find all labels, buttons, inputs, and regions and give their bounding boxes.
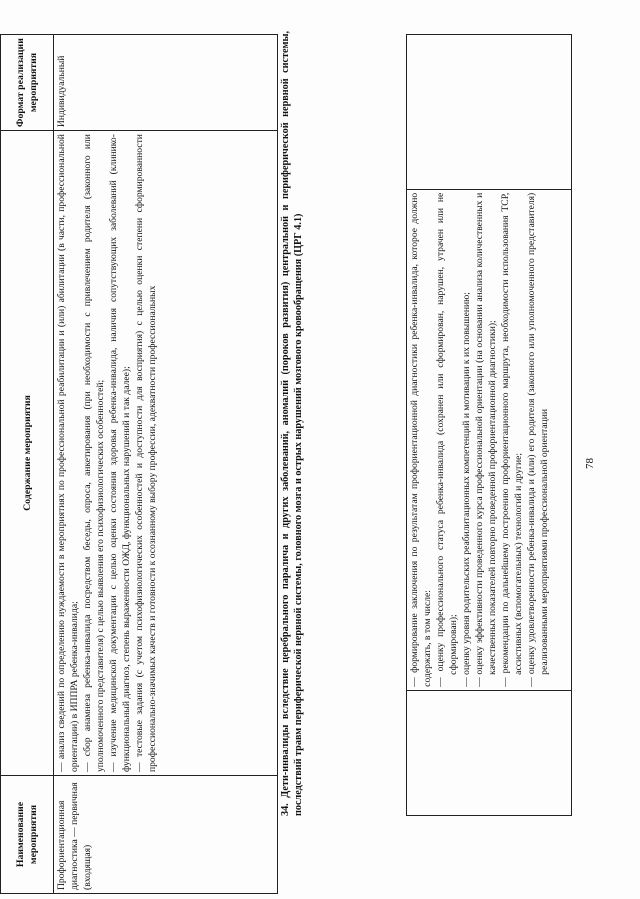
- list-item: — оценку профессионального статуса ребенка-инвалида (сохранен или сформирован, нарушен, утрачен или не сформирован);: [435, 192, 459, 687]
- activity-format: Индивидуальный: [54, 35, 278, 131]
- activity-content: [54, 131, 278, 776]
- page-number: 78: [584, 458, 596, 469]
- continuation-table: [406, 34, 572, 816]
- table-cell-name-empty: [407, 690, 572, 815]
- list-item: — анализ сведений по определению нуждаемости в мероприятиях по профессиональной реабилитации и (или) абилитации (в части, профессиональной ориентации) в ИППРА ребенка-инвалида;: [56, 134, 80, 772]
- table-row: [54, 35, 278, 894]
- list-item: — формирование заключения по результатам профориентационной диагностики ребенка-инвалида, которое должно содержать, в том числе:: [409, 192, 433, 687]
- list-item: — оценку удовлетворенности ребенка-инвалида и (или) его родителя (законного или уполномоченного представителя) реализованными мероприятиями профессиональной ориентации: [526, 192, 550, 687]
- column-header-content: Содержание мероприятия: [1, 131, 54, 776]
- list-item: — сбор анамнеза ребенка-инвалида посредством беседы, опроса, анкетирования (при необходимости с привлечением родителя (законного или уполномоченного представителя) с целью выявления его психофизиологических особенностей;: [82, 134, 106, 772]
- table-header-row: [1, 35, 54, 894]
- table-cell-content: [407, 189, 572, 690]
- table-cell-format-empty: [407, 35, 572, 190]
- column-header-format: Формат реализации мероприятия: [1, 35, 54, 131]
- section-heading: 34. Дети-инвалиды вследствие церебрального паралича и других заболеваний, аномалий (пороков развития) центральной и периферической нервной системы, последствий травм периферической нервной системы, головного мозга и острых нарушений мозгового кровообращения (ЦРГ 4.1): [280, 31, 304, 816]
- list-item: — оценку эффективности проведенного курса профессиональной ориентации (на основании анализа количественных и качественных показателей повторно проведенной профориентационной диагностики);: [474, 192, 498, 687]
- list-item: — оценку уровня родительских реабилитационных компетенций и мотивации к их повышению;: [461, 292, 472, 687]
- activity-name: Профориентационная диагностика — первичная (входящая): [54, 776, 278, 894]
- list-item: — рекомендации по дальнейшему построению профориентационного маршрута, необходимости использования ТСР, ассистивных (вспомогательных) технологий и другие;: [500, 192, 524, 687]
- activities-table: [0, 34, 278, 894]
- list-item: — изучение медицинской документации с целью оценки состояния здоровья ребенка-инвалида, наличия сопутствующих заболеваний (клинико-функциональный диагноз, степень выраженности ОЖД, функциональных нарушений и так далее);: [108, 134, 132, 772]
- table-row: [407, 35, 572, 816]
- column-header-name: Наименование мероприятия: [1, 776, 54, 894]
- list-item: — тестовые задания (с учетом психофизиологических особенностей и доступности для восприятия) с целью оценки степени сформированности профессионально-значимых качеств и готовности к осознанному выбору профессии, адекватности профессиональных: [134, 134, 158, 772]
